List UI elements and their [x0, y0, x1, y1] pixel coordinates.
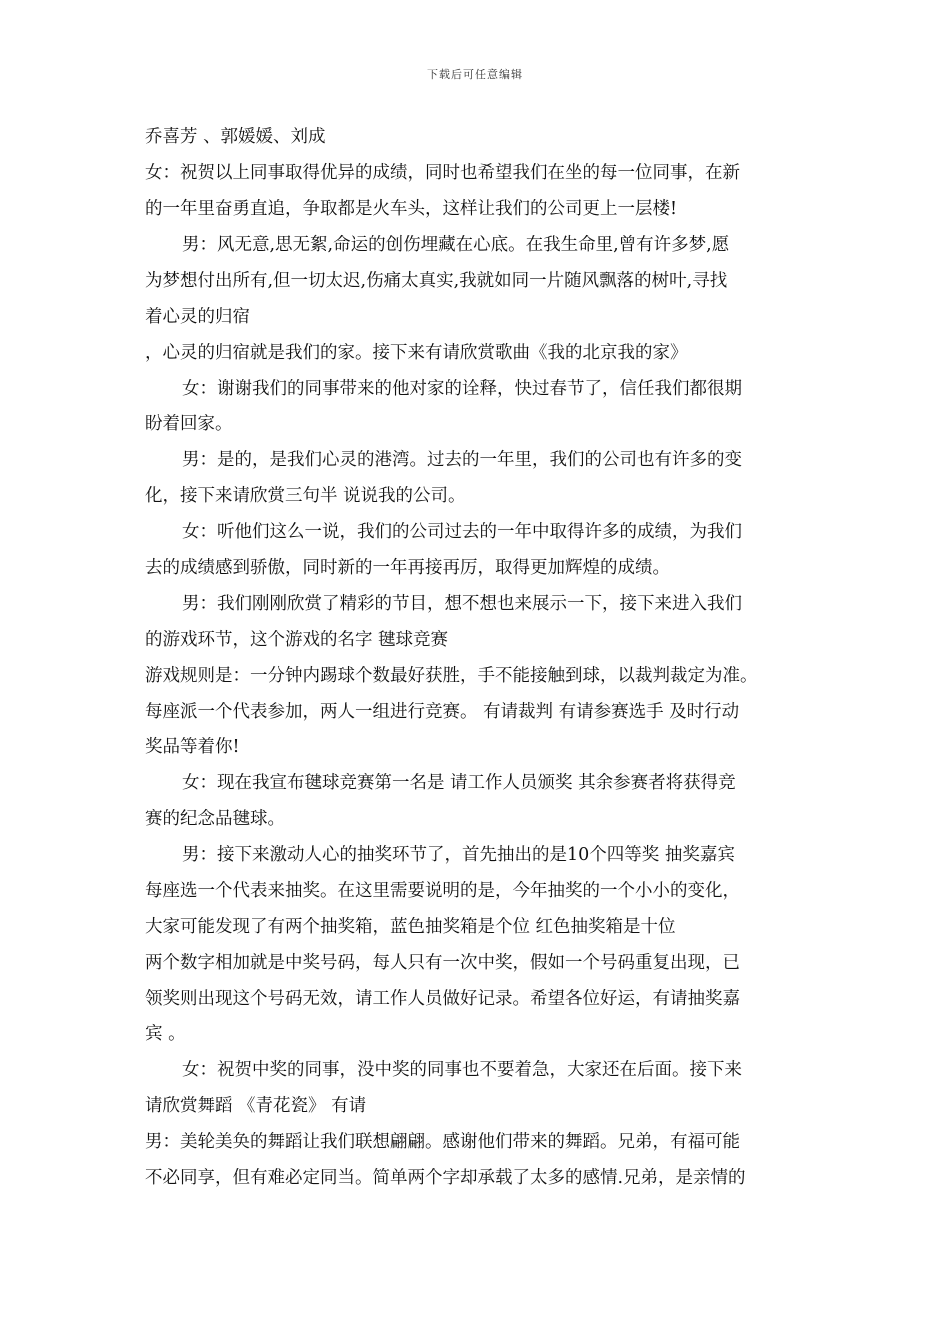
text-line: 大家可能发现了有两个抽奖箱，蓝色抽奖箱是个位 红色抽奖箱是十位 [145, 917, 676, 937]
text-line: 男：接下来激动人心的抽奖环节了，首先抽出的是10个四等奖 抽奖嘉宾 [182, 845, 735, 865]
text-line: 女：祝贺中奖的同事，没中奖的同事也不要着急，大家还在后面。接下来 [182, 1060, 742, 1080]
text-line: 女：听他们这么一说，我们的公司过去的一年中取得许多的成绩，为我们 [182, 522, 742, 542]
text-line: 男：是的，是我们心灵的港湾。过去的一年里，我们的公司也有许多的变 [182, 450, 742, 470]
text-line: 宾 。 [145, 1024, 186, 1044]
text-line: 每座选一个代表来抽奖。在这里需要说明的是，今年抽奖的一个小小的变化， [145, 881, 740, 901]
text-line: ，心灵的归宿就是我们的家。接下来有请欣赏歌曲《我的北京我的家》 [145, 343, 688, 363]
text-line: 着心灵的归宿 [145, 307, 250, 327]
text-line: 男：我们刚刚欣赏了精彩的节目，想不想也来展示一下，接下来进入我们 [182, 594, 742, 614]
text-line: 两个数字相加就是中奖号码，每人只有一次中奖，假如一个号码重复出现，已 [145, 953, 740, 973]
text-line: 去的成绩感到骄傲，同时新的一年再接再厉，取得更加辉煌的成绩。 [145, 558, 670, 578]
text-line: 女：现在我宣布毽球竞赛第一名是 请工作人员颁奖 其余参赛者将获得竞 [182, 773, 736, 793]
text-line: 女：祝贺以上同事取得优异的成绩，同时也希望我们在坐的每一位同事，在新 [145, 163, 740, 183]
text-line: 每座派一个代表参加，两人一组进行竞赛。 有请裁判 有请参赛选手 及时行动 [145, 702, 740, 722]
text-line: 请欣赏舞蹈 《青花瓷》 有请 [145, 1096, 367, 1116]
text-line: 赛的纪念品毽球。 [145, 809, 285, 829]
text-line: 化，接下来请欣赏三句半 说说我的公司。 [145, 486, 466, 506]
text-line: 不必同享，但有难必定同当。简单两个字却承载了太多的感情.兄弟，是亲情的 [145, 1168, 746, 1188]
text-line: 奖品等着你! [145, 737, 240, 757]
text-line: 男：风无意,思无絮,命运的创伤埋藏在心底。在我生命里,曾有许多梦,愿 [182, 235, 730, 255]
text-line: 为梦想付出所有,但一切太迟,伤痛太真实,我就如同一片随风飘落的树叶,寻找 [145, 271, 728, 291]
text-line: 领奖则出现这个号码无效，请工作人员做好记录。希望各位好运，有请抽奖嘉 [145, 989, 740, 1009]
text-line: 游戏规则是：一分钟内踢球个数最好获胜，手不能接触到球，以裁判裁定为准。 [145, 666, 758, 686]
page-header-note: 下载后可任意编辑 [427, 68, 523, 81]
text-line: 的游戏环节，这个游戏的名字 毽球竞赛 [145, 630, 449, 650]
text-line: 盼着回家。 [145, 414, 233, 434]
text-line: 乔喜芳 、郭媛媛、刘成 [145, 127, 326, 147]
text-line: 女：谢谢我们的同事带来的他对家的诠释，快过春节了，信任我们都很期 [182, 379, 742, 399]
text-line: 的一年里奋勇直追，争取都是火车头，这样让我们的公司更上一层楼! [145, 199, 678, 219]
text-line: 男：美轮美奂的舞蹈让我们联想翩翩。感谢他们带来的舞蹈。兄弟，有福可能 [145, 1132, 740, 1152]
